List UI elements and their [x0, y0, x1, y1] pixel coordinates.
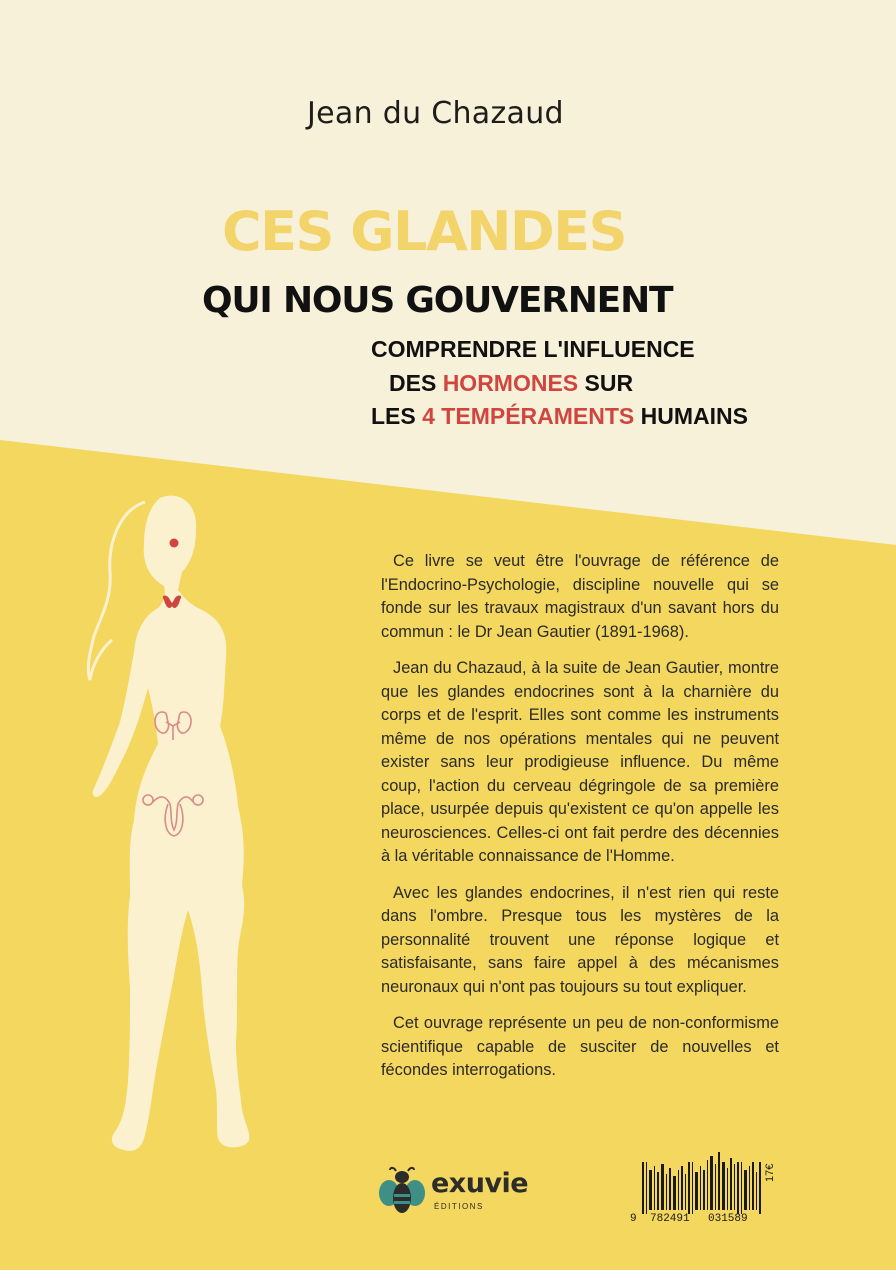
barcode-bars: [640, 1152, 770, 1214]
title-line-1: CES GLANDES: [222, 200, 627, 263]
pineal-gland-icon: [170, 539, 179, 548]
paragraph-4: Cet ouvrage représente un peu de non-conformisme scientifique capable de susciter de nouvelles et fécondes interrogations.: [381, 1014, 779, 1079]
paragraph-1: Ce livre se veut être l'ouvrage de référence de l'Endocrino-Psychologie, discipline nouvelle qui se fonde sur les travaux magistraux d'un savant hors du commun : le Dr Jean Gautier (1891-1968).: [381, 552, 779, 641]
title-line-2: QUI NOUS GOUVERNENT: [202, 280, 673, 321]
paragraph-2: Jean du Chazaud, à la suite de Jean Gautier, montre que les glandes endocrines sont à la charnière du corps et de l'esprit. Elles sont comme les instruments même de nos opérations mentales qui ne peuvent exister sans leur prodigieuse influence. Du même coup, l'action du cerveau dégringole de sa première place, usurpée depuis qu'existent ce qu'on appelle les neurosciences. Celles-ci ont fait perdre des décennies à la véritable connaissance de l'Homme.: [381, 659, 779, 865]
paragraph-3: Avec les glandes endocrines, il n'est rien qui reste dans l'ombre. Presque tous les mystères de la personnalité trouvent une réponse logique et satisfaisante, sans faire appel à des mécanismes neuronaux qui n'ont pas toujours su tout expliquer.: [381, 883, 779, 996]
bee-icon: [378, 1165, 426, 1217]
back-cover-text: [381, 550, 779, 1096]
hormones-highlight: HORMONES: [442, 370, 579, 396]
temperaments-highlight: 4 TEMPÉRAMENTS: [422, 403, 635, 429]
publisher-subtitle: ÉDITIONS: [434, 1202, 484, 1211]
publisher-logo: [378, 1165, 538, 1225]
subtitle-line-2: DES HORMONES SUR: [389, 370, 634, 396]
price-label: 17€: [764, 1163, 776, 1182]
author-name: Jean du Chazaud: [307, 96, 564, 131]
publisher-name: exuvie: [431, 1168, 529, 1199]
isbn-group-2: 031589: [708, 1213, 748, 1225]
woman-figure-illustration: [50, 490, 310, 1170]
isbn-group-1: 782491: [650, 1213, 690, 1225]
subtitle-line-1: COMPRENDRE L'INFLUENCE: [371, 336, 695, 362]
isbn-first-digit: 9: [630, 1213, 637, 1225]
isbn-barcode: [630, 1152, 790, 1232]
subtitle-line-3: LES 4 TEMPÉRAMENTS HUMAINS: [371, 403, 748, 429]
